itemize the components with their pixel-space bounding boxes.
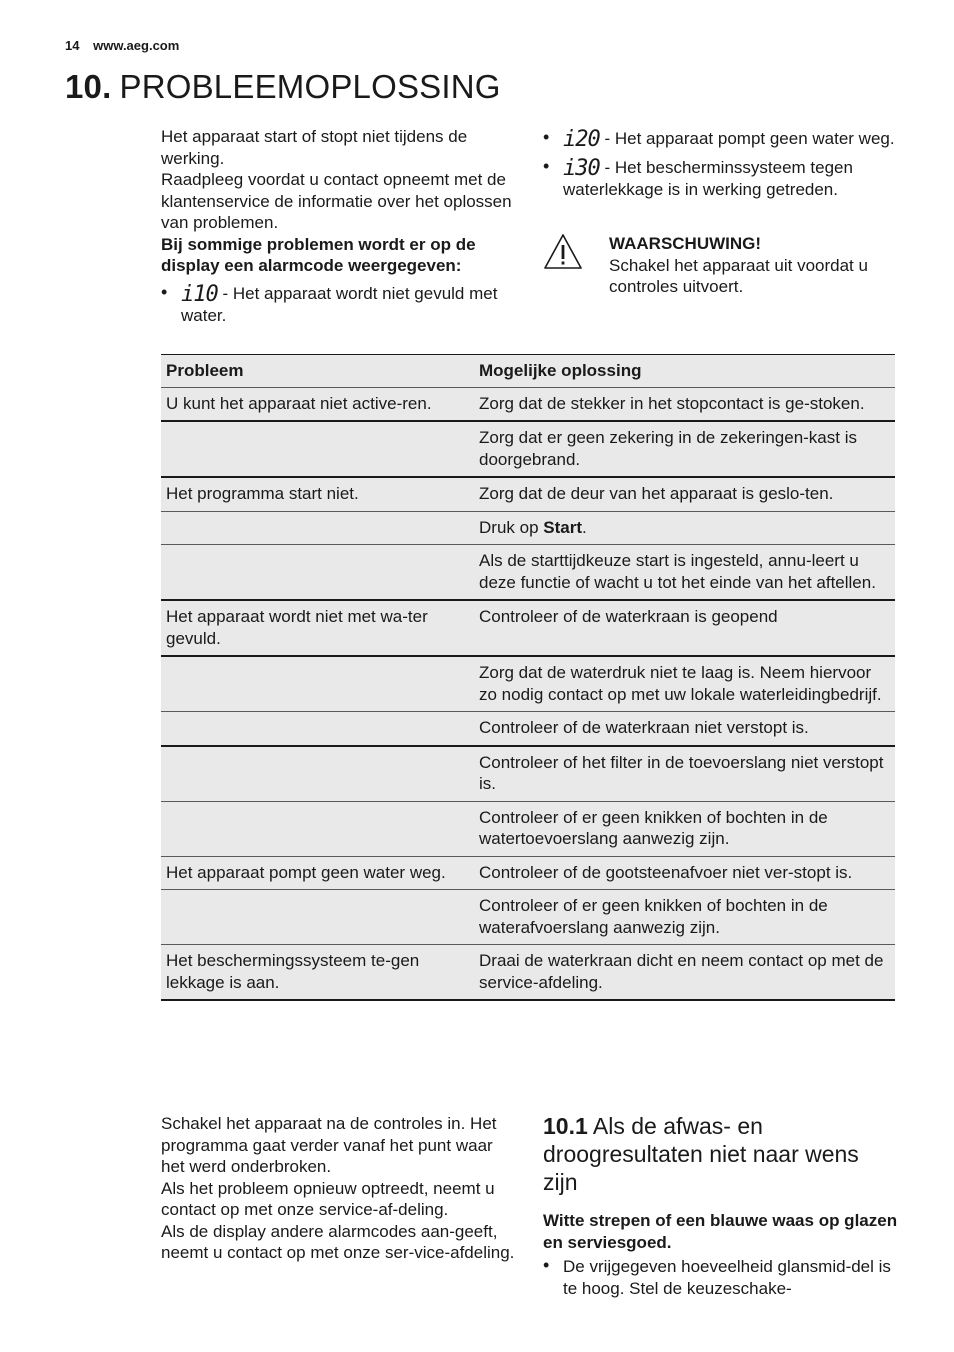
subsection-heading	[543, 1112, 893, 1196]
intro-line-1: Het apparaat start of stopt niet tijdens de werking.	[161, 127, 468, 168]
warning-triangle-icon	[543, 233, 583, 271]
alarm-code-display-icon: i10	[181, 281, 218, 307]
bullet-icon: •	[161, 281, 168, 302]
alarm-code-item	[543, 157, 898, 201]
after-checks-line: Als de display andere alarmcodes aan-geeft, neemt u contact op met onze ser-vice-afdeling.	[161, 1221, 515, 1262]
alarm-note: Bij sommige problemen wordt er op de display een alarmcode weergegeven:	[161, 234, 476, 275]
intro-column	[161, 126, 517, 327]
problem-cell	[161, 746, 474, 802]
table-row	[161, 600, 895, 656]
subsection-bold-heading: Witte strepen of een blauwe waas op glazen en serviesgoed.	[543, 1211, 898, 1252]
problem-cell: Het apparaat pompt geen water weg.	[161, 856, 474, 890]
solution-cell: Controleer of de waterkraan is geopend	[474, 600, 895, 656]
intro-line-2: Raadpleeg voordat u contact opneemt met de klantenservice de informatie over het oplossen van problemen.	[161, 170, 512, 232]
alarm-code-display-icon: i20	[563, 127, 600, 152]
alarm-code-text: - Het apparaat wordt niet gevuld met water.	[181, 283, 498, 325]
subsection-number: 10.1	[543, 1113, 588, 1139]
warning-box	[543, 233, 903, 303]
subsection-title: Als de afwas- en droogresultaten niet naar wens zijn	[543, 1113, 859, 1195]
website-url[interactable]: www.aeg.com	[93, 38, 180, 53]
alarm-codes-column	[543, 128, 898, 201]
alarm-code-display-icon: i30	[563, 155, 600, 181]
column-header-problem: Probleem	[161, 355, 474, 388]
table-row	[161, 890, 895, 945]
table-row	[161, 387, 895, 421]
start-button-label: Start	[543, 517, 582, 537]
solution-cell: Zorg dat de stekker in het stopcontact is ge-stoken.	[474, 387, 895, 421]
problem-cell	[161, 890, 474, 945]
table-row	[161, 945, 895, 1001]
bullet-icon: •	[543, 1255, 550, 1275]
page-header	[65, 38, 179, 53]
table-row	[161, 712, 895, 746]
bullet-icon: •	[543, 127, 550, 147]
solution-cell: Controleer of het filter in de toevoerslang niet verstopt is.	[474, 746, 895, 802]
problem-cell	[161, 545, 474, 601]
solution-cell: Controleer of er geen knikken of bochten in de watertoevoerslang aanwezig zijn.	[474, 801, 895, 856]
table-row	[161, 856, 895, 890]
table-row	[161, 801, 895, 856]
table-row	[161, 477, 895, 511]
alarm-code-item	[161, 283, 517, 327]
after-checks-line: Schakel het apparaat na de controles in. Het programma gaat verder vanaf het punt waar het werd onderbroken.	[161, 1114, 497, 1176]
table-row	[161, 656, 895, 712]
alarm-code-text: - Het apparaat pompt geen water weg.	[599, 129, 895, 148]
table-row	[161, 421, 895, 477]
table-row	[161, 545, 895, 601]
column-header-solution: Mogelijke oplossing	[474, 355, 895, 388]
problem-cell	[161, 712, 474, 746]
problem-cell: U kunt het apparaat niet active-ren.	[161, 387, 474, 421]
after-checks-line: Als het probleem opnieuw optreedt, neemt u contact op met onze service-af-deling.	[161, 1178, 495, 1219]
solution-cell: Controleer of de gootsteenafvoer niet ver-stopt is.	[474, 856, 895, 890]
problem-cell	[161, 511, 474, 545]
solution-cell: Zorg dat de waterdruk niet te laag is. Neem hiervoor zo nodig contact op met uw lokale waterleidingbedrijf.	[474, 656, 895, 712]
table-header-row	[161, 355, 895, 388]
warning-text: Schakel het apparaat uit voordat u controles uitvoert.	[609, 255, 868, 296]
solution-cell: Draai de waterkraan dicht en neem contact op met de service-afdeling.	[474, 945, 895, 1001]
solution-cell: Controleer of er geen knikken of bochten in de waterafvoerslang aanwezig zijn.	[474, 890, 895, 945]
problem-cell	[161, 421, 474, 477]
page-number: 14	[65, 38, 80, 53]
problem-cell: Het programma start niet.	[161, 477, 474, 511]
section-number: 10.	[65, 68, 112, 105]
bullet-icon: •	[543, 155, 550, 176]
list-item	[543, 1256, 898, 1299]
alarm-code-item	[543, 128, 898, 151]
solution-cell: Zorg dat er geen zekering in de zekeringen-kast is doorgebrand.	[474, 421, 895, 477]
alarm-code-text: - Het bescherminssysteem tegen waterlekkage is in werking getreden.	[563, 157, 853, 199]
problem-cell: Het apparaat wordt niet met wa-ter gevuld.	[161, 600, 474, 656]
solution-cell: Druk op Start.	[474, 511, 895, 545]
table-row	[161, 746, 895, 802]
problem-cell	[161, 656, 474, 712]
warning-title: WAARSCHUWING!	[609, 234, 762, 253]
table-row	[161, 511, 895, 545]
solution-cell: Controleer of de waterkraan niet verstopt is.	[474, 712, 895, 746]
section-title	[65, 68, 501, 106]
solution-cell: Als de starttijdkeuze start is ingesteld, annu-leert u deze functie of wacht u tot het einde van het aftellen.	[474, 545, 895, 601]
after-checks-text	[161, 1113, 517, 1264]
solution-cell: Zorg dat de deur van het apparaat is geslo-ten.	[474, 477, 895, 511]
list-item-text: De vrijgegeven hoeveelheid glansmid-del is te hoog. Stel de keuzeschake-	[563, 1257, 891, 1298]
problem-cell	[161, 801, 474, 856]
section-title-text: PROBLEEMOPLOSSING	[119, 68, 501, 105]
subsection-bullet-list	[543, 1256, 898, 1299]
problem-cell: Het beschermingssysteem te-gen lekkage is aan.	[161, 945, 474, 1001]
troubleshooting-table	[161, 354, 895, 1001]
